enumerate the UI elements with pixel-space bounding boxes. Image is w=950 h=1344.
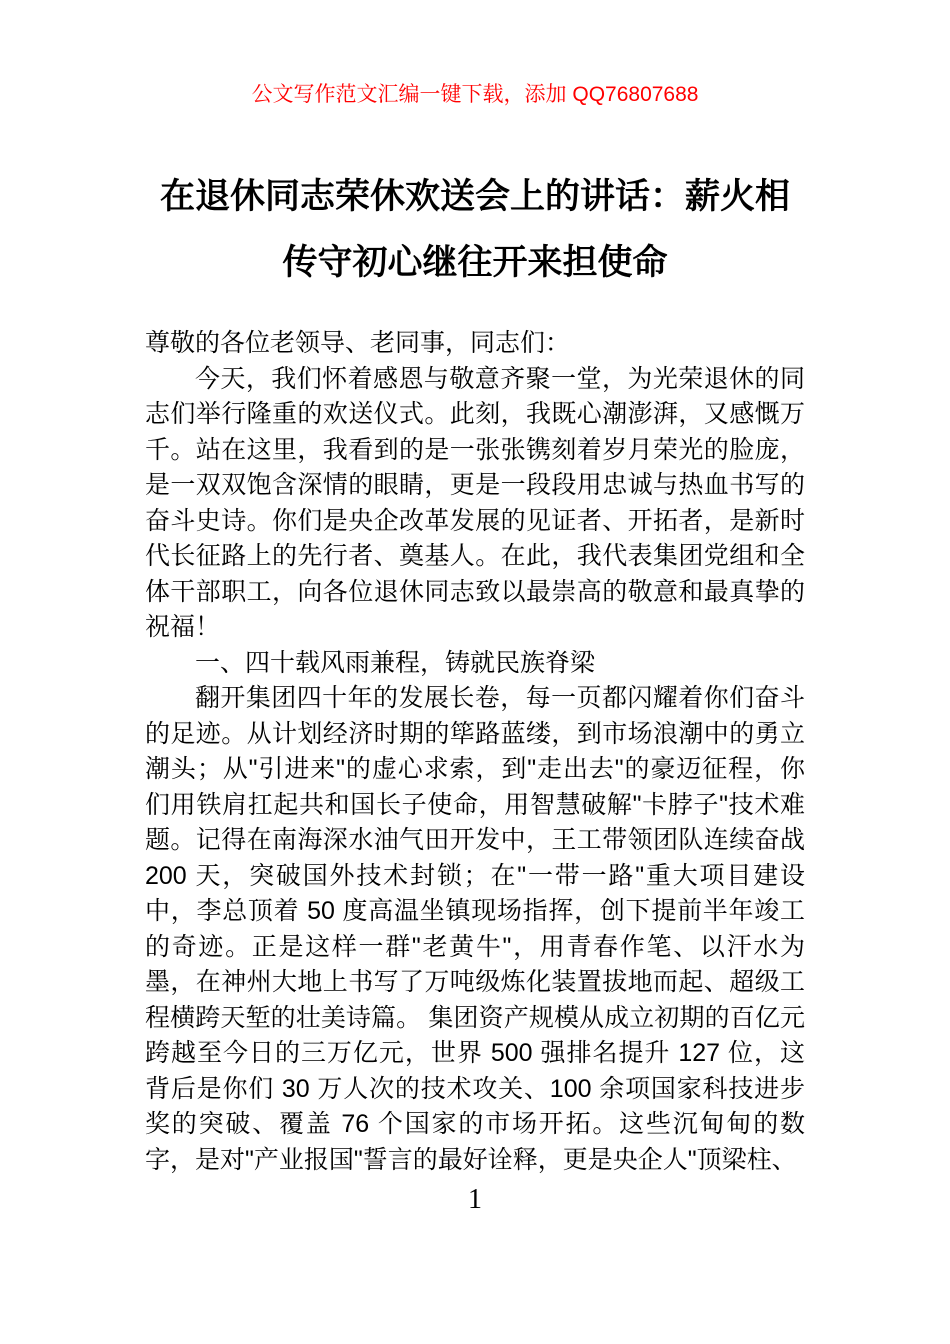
title-line-2: 传守初心继往开来担使命 <box>282 243 668 282</box>
promo-banner: 公文写作范文汇编一键下载，添加 QQ76807688 <box>251 83 699 106</box>
salutation-line: 尊敬的各位老领导、老同事，同志们： <box>145 329 571 357</box>
document-title <box>145 164 805 296</box>
title-line-1: 在退休同志荣休欢送会上的讲话：薪火相 <box>159 177 790 216</box>
document-body <box>145 326 805 1178</box>
paragraph-opening: 今天，我们怀着感恩与敬意齐聚一堂，为光荣退休的同志们举行隆重的欢送仪式。此刻，我既心潮澎湃，又感慨万千。站在这里，我看到的是一张张镌刻着岁月荣光的脸庞，是一双双饱含深情的眼睛，更是一段段用忠诚与热血书写的奋斗史诗。你们是央企改革发展的见证者、开拓者，是新时代长征路上的先行者、奠基人。在此，我代表集团党组和全体干部职工，向各位退休同志致以最崇高的敬意和最真挚的祝福！ <box>145 364 805 641</box>
page-number: 1 <box>468 1184 482 1215</box>
section-heading-1: 一、四十载风雨兼程，铸就民族脊梁 <box>195 648 596 677</box>
paragraph-section-1: 翻开集团四十年的发展长卷，每一页都闪耀着你们奋斗的足迹。从计划经济时期的筚路蓝缕，到市场浪潮中的勇立潮头；从"引进来"的虚心求索，到"走出去"的豪迈征程，你们用铁肩扛起共和国长子使命，用智慧破解"卡脖子"技术难题。记得在南海深水油气田开发中，王工带领团队连续奋战 200 天，突破国外技术封锁；在"一带一路"重大项目建设中，李总顶着 50 度高温坐镇现场指挥，创下提前半年竣工的奇迹。正是这样一群"老黄牛"，用青春作笔、以汗水为墨，在神州大地上书写了万吨级炼化装置拔地而起、超级工程横跨天堑的壮美诗篇。 集团资产规模从成立初期的百亿元跨越至今日的三万亿元，世界 500 强排名提升 127 位，这背后是你们 30 万人次的技术攻关、100 余项国家科技进步奖的突破、覆盖 76 个国家的市场开拓。这些沉甸甸的数字，是对"产业报国"誓言的最好诠释，更是央企人"顶梁柱、 <box>145 684 805 1174</box>
